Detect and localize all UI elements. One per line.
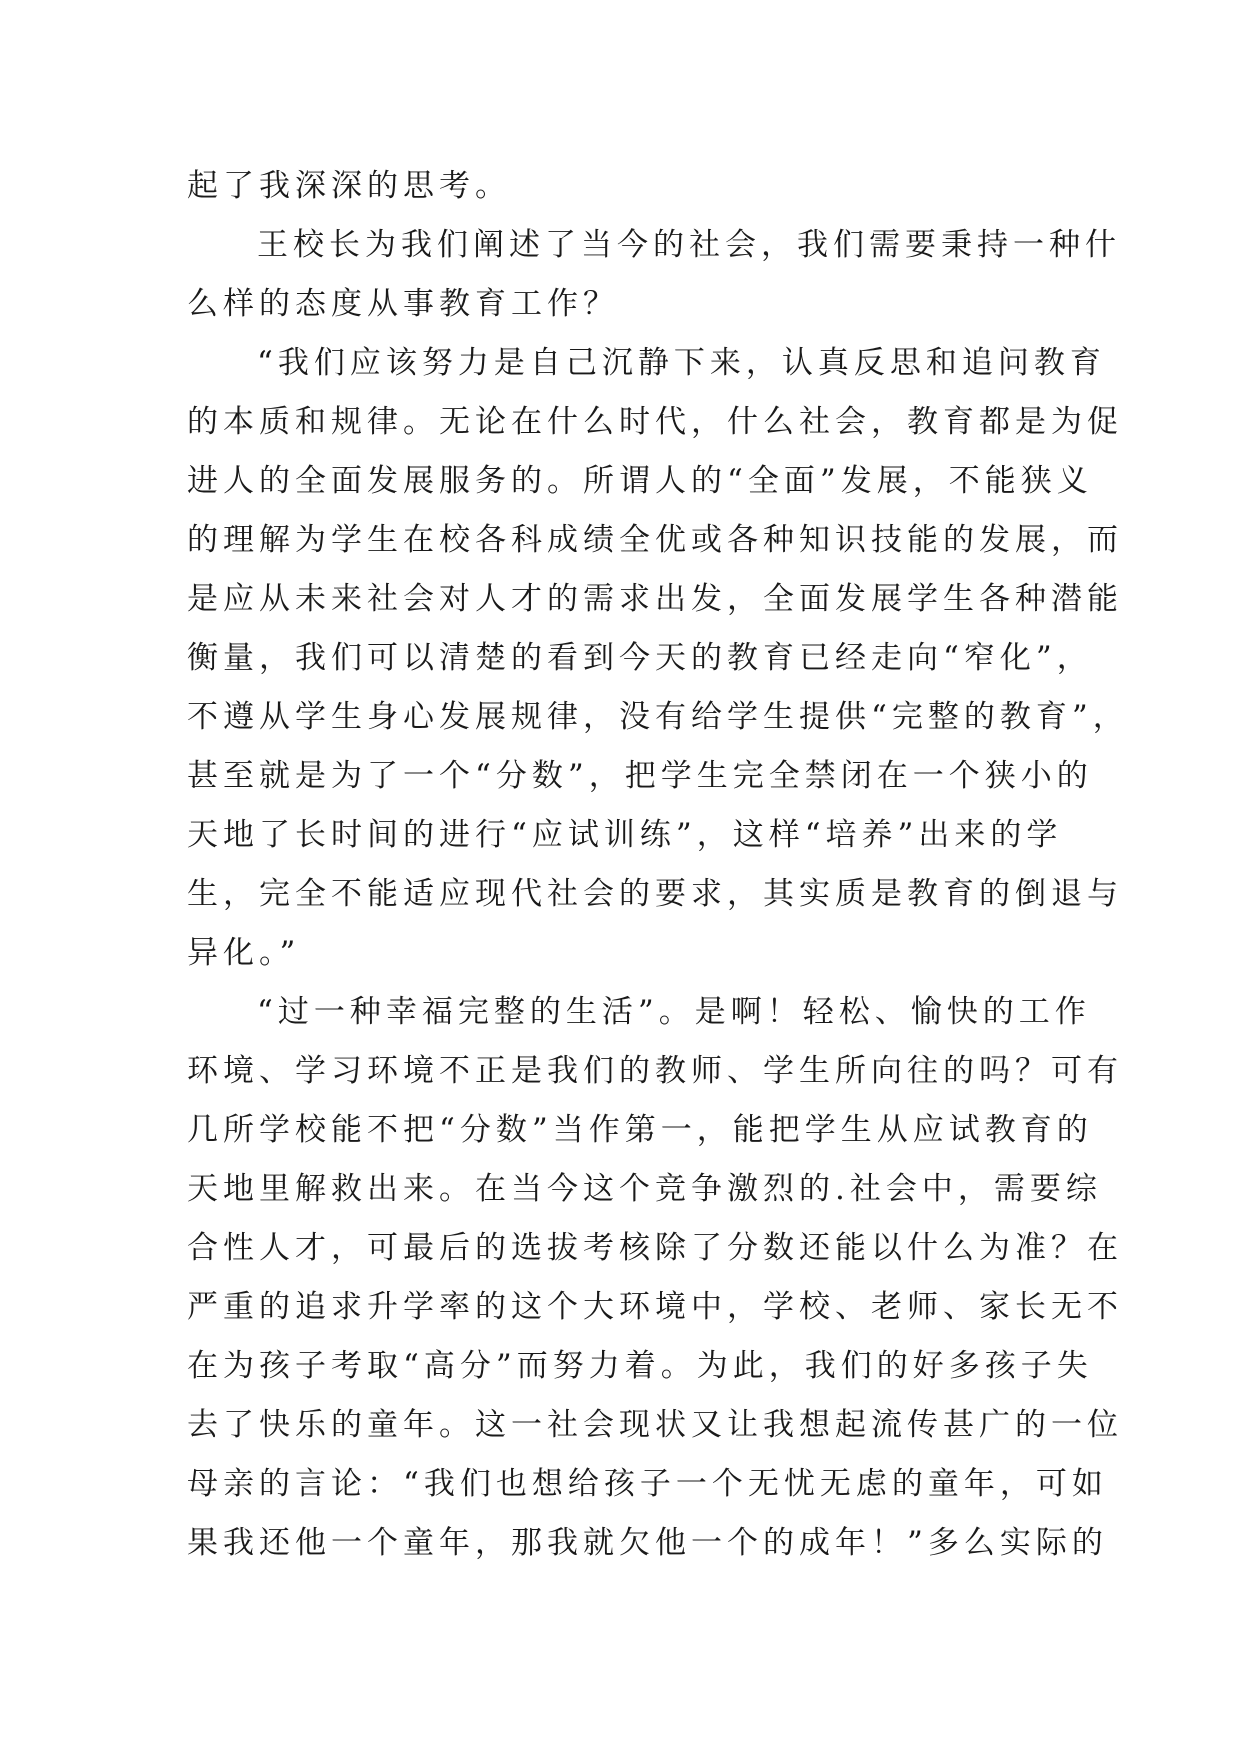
text-line: 生，完全不能适应现代社会的要求，其实质是教育的倒退与 — [187, 876, 1123, 912]
text-line: 么样的态度从事教育工作？ — [187, 286, 619, 322]
text-line: 天地了长时间的进行“应试训练”，这样“培养”出来的学 — [187, 817, 1063, 853]
text-line: 环境、学习环境不正是我们的教师、学生所向往的吗？可有 — [187, 1053, 1123, 1089]
text-line: 是应从未来社会对人才的需求出发，全面发展学生各种潜能 — [187, 581, 1123, 617]
text-line: 严重的追求升学率的这个大环境中，学校、老师、家长无不 — [187, 1289, 1123, 1325]
text-line: 进人的全面发展服务的。所谓人的“全面”发展，不能狭义 — [187, 463, 1093, 499]
text-line: 母亲的言论：“我们也想给孩子一个无忧无虑的童年，可如 — [187, 1466, 1108, 1502]
text-line: 去了快乐的童年。这一社会现状又让我想起流传甚广的一位 — [187, 1407, 1123, 1443]
text-line: 不遵从学生身心发展规律，没有给学生提供“完整的教育”， — [187, 699, 1129, 735]
text-line: 几所学校能不把“分数”当作第一，能把学生从应试教育的 — [187, 1112, 1093, 1148]
text-line: “我们应该努力是自己沉静下来，认真反思和追问教育 — [257, 345, 1106, 381]
text-line: 果我还他一个童年，那我就欠他一个的成年！”多么实际的 — [187, 1525, 1108, 1561]
text-line: 的本质和规律。无论在什么时代，什么社会，教育都是为促 — [187, 404, 1123, 440]
text-line: 王校长为我们阐述了当今的社会，我们需要秉持一种什 — [257, 227, 1121, 263]
text-line: 的理解为学生在校各科成绩全优或各种知识技能的发展，而 — [187, 522, 1123, 558]
text-line: 在为孩子考取“高分”而努力着。为此，我们的好多孩子失 — [187, 1348, 1093, 1384]
text-line: 衡量，我们可以清楚的看到今天的教育已经走向“窄化”， — [187, 640, 1093, 676]
text-line: 合性人才，可最后的选拔考核除了分数还能以什么为准？在 — [187, 1230, 1123, 1266]
text-line: 甚至就是为了一个“分数”，把学生完全禁闭在一个狭小的 — [187, 758, 1093, 794]
text-line: 异化。” — [187, 935, 301, 971]
body-text — [187, 157, 1129, 1573]
text-line: 天地里解救出来。在当今这个竞争激烈的.社会中，需要综 — [187, 1171, 1102, 1207]
text-line: 起了我深深的思考。 — [187, 168, 511, 204]
text-line: “过一种幸福完整的生活”。是啊！轻松、愉快的工作 — [257, 994, 1091, 1030]
